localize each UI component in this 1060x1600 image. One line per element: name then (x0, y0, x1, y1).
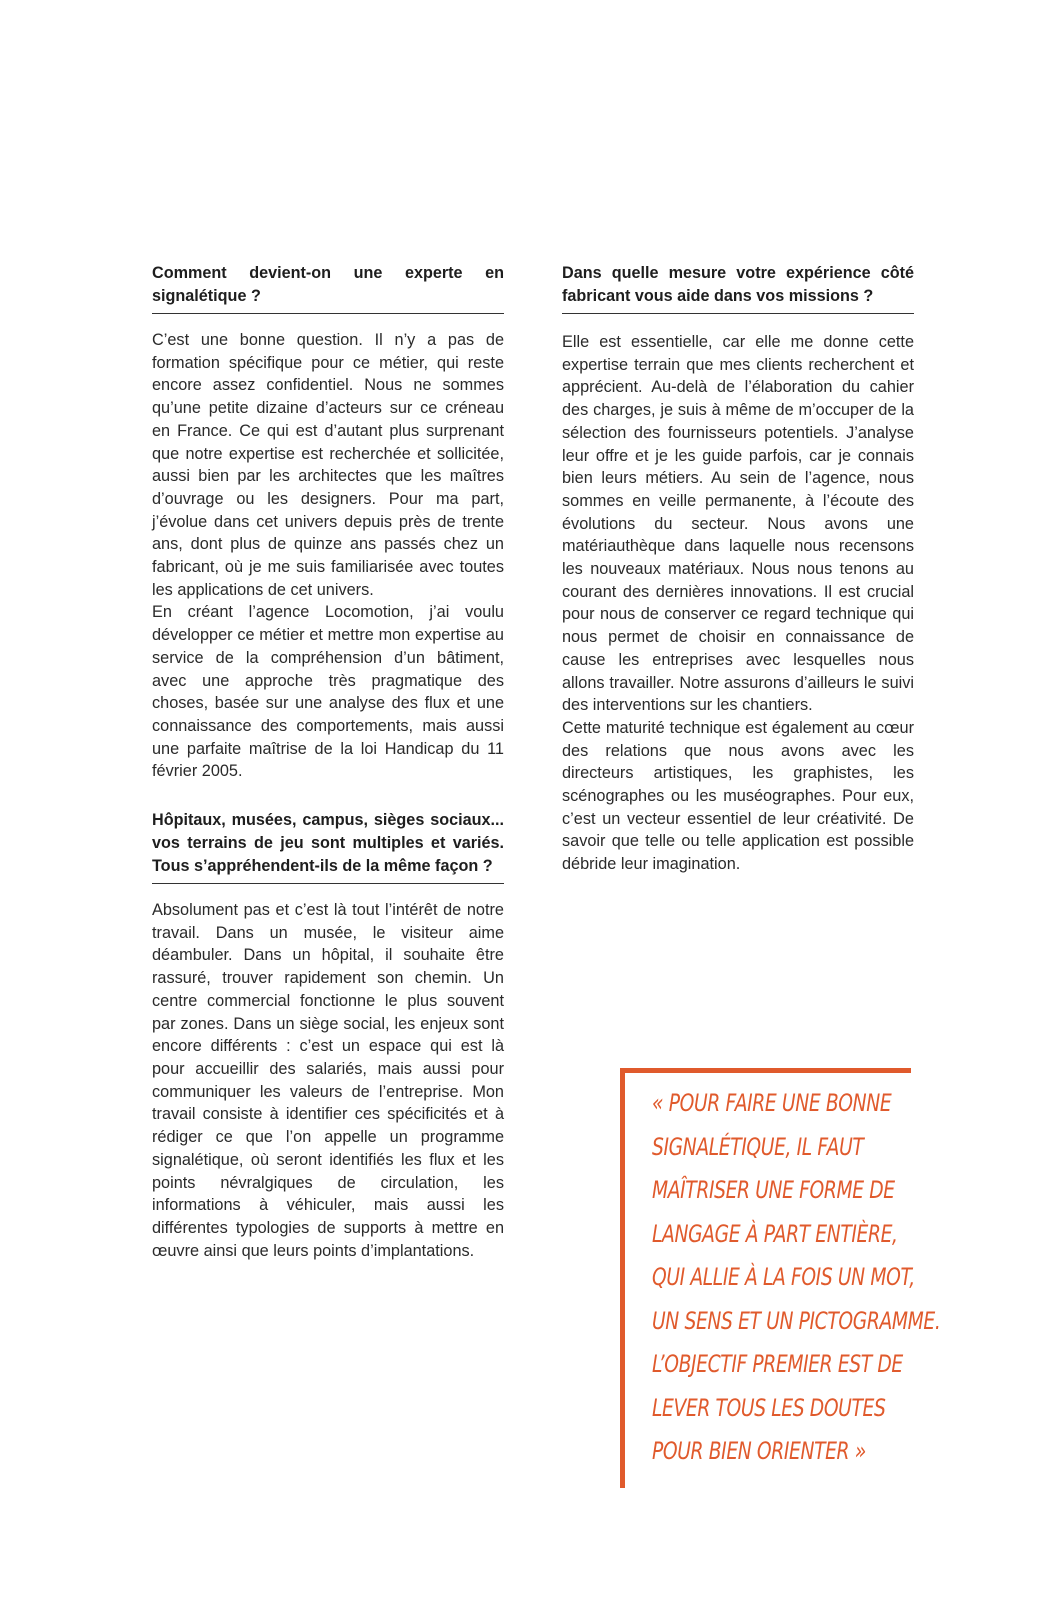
answer-paragraph: C’est une bonne question. Il n’y a pas de formation spécifique pour ce métier, qui reste encore assez confidentiel. Nous ne sommes qu’une petite dizaine d’acteurs sur ce créneau en France. Ce qui est d’autant plus surprenant que notre expertise est recherchée et sollicitée, aussi bien par les architectes que les maîtres d’ouvrage ou les designers. Pour ma part, j’évolue dans cet univers depuis près de trente ans, dont plus de quinze ans passés chez un fabricant, où je me suis familiarisée avec toutes les applications de cet univers. (152, 331, 504, 599)
section-gap (152, 783, 504, 809)
pull-quote: « POUR FAIRE UNE BONNE SIGNALÉTIQUE, IL FAUT MAÎTRISER UNE FORME DE LANGAGE À PART ENTIÈRE, QUI ALLIE À LA FOIS UN MOT, UN SENS ET UN PICTOGRAMME. L’OBJECTIF PREMIER EST DE LEVER TOUS LES DOUTES POUR BIEN ORIENTER » (652, 1089, 941, 1465)
right-column (562, 262, 914, 876)
answer-paragraph: Cette maturité technique est également au cœur des relations que nous avons avec les directeurs artistiques, les graphistes, les scénographes ou les muséographes. Pour eux, c’est un vecteur essentiel de leur créativité. De savoir que telle ou telle application est possible débride leur imagination. (562, 718, 914, 874)
quote-top-rule (620, 1068, 911, 1073)
question-heading: Dans quelle mesure votre expérience côté fabricant vous aide dans vos missions ? (562, 262, 914, 314)
answer-paragraph: En créant l’agence Locomotion, j’ai voulu développer ce métier et mettre mon expertise au service de la compréhension d’un bâtiment, avec une approche très pragmatique des choses, basée sur une analyse des flux et une connaissance des comportements, mais aussi une parfaite maîtrise de la loi Handicap du 11 février 2005. (152, 603, 504, 781)
question-heading: Hôpitaux, musées, campus, sièges sociaux... vos terrains de jeu sont multiples et variés. Tous s’appréhendent-ils de la même façon ? (152, 809, 504, 884)
question-heading: Comment devient-on une experte en signalétique ? (152, 262, 504, 314)
answer-paragraph: Elle est essentielle, car elle me donne cette expertise terrain que mes clients recherchent et apprécient. Au-delà de l’élaboration du cahier des charges, je suis à même de m’occuper de la sélection des fournisseurs potentiels. J’analyse leur offre et je les guide parfois, car je connais bien leurs métiers. Au sein de l’agence, nous sommes en veille permanente, à l’écoute des évolutions du secteur. Nous avons une matériauthèque dans laquelle nous recensons les nouveaux matériaux. Nous nous tenons au courant des dernières innovations. Il est crucial pour nous de conserver ce regard technique qui nous permet de choisir en connaissance de cause les entreprises avec lesquelles nous allons travailler. Notre assurons d’ailleurs le suivi des interventions sur les chantiers. (562, 333, 914, 715)
quote-left-rule (620, 1068, 625, 1488)
left-column (152, 262, 504, 1262)
answer-paragraph: Absolument pas et c’est là tout l’intérêt de notre travail. Dans un musée, le visiteur aime déambuler. Dans un hôpital, il souhaite être rassuré, trouver rapidement son chemin. Un centre commercial fonctionne le plus souvent par zones. Dans un siège social, les enjeux sont encore différents : c’est un espace qui est là pour accueillir des salariés, mais aussi pour communiquer les valeurs de l’entreprise. Mon travail consiste à identifier ces spécificités et à rédiger ce que l’on appelle un programme signalétique, où seront identifiés les flux et les points névralgiques de circulation, les informations à véhiculer, mais aussi les différentes typologies de supports à mettre en œuvre ainsi que leurs points d’implantations. (152, 901, 504, 1260)
